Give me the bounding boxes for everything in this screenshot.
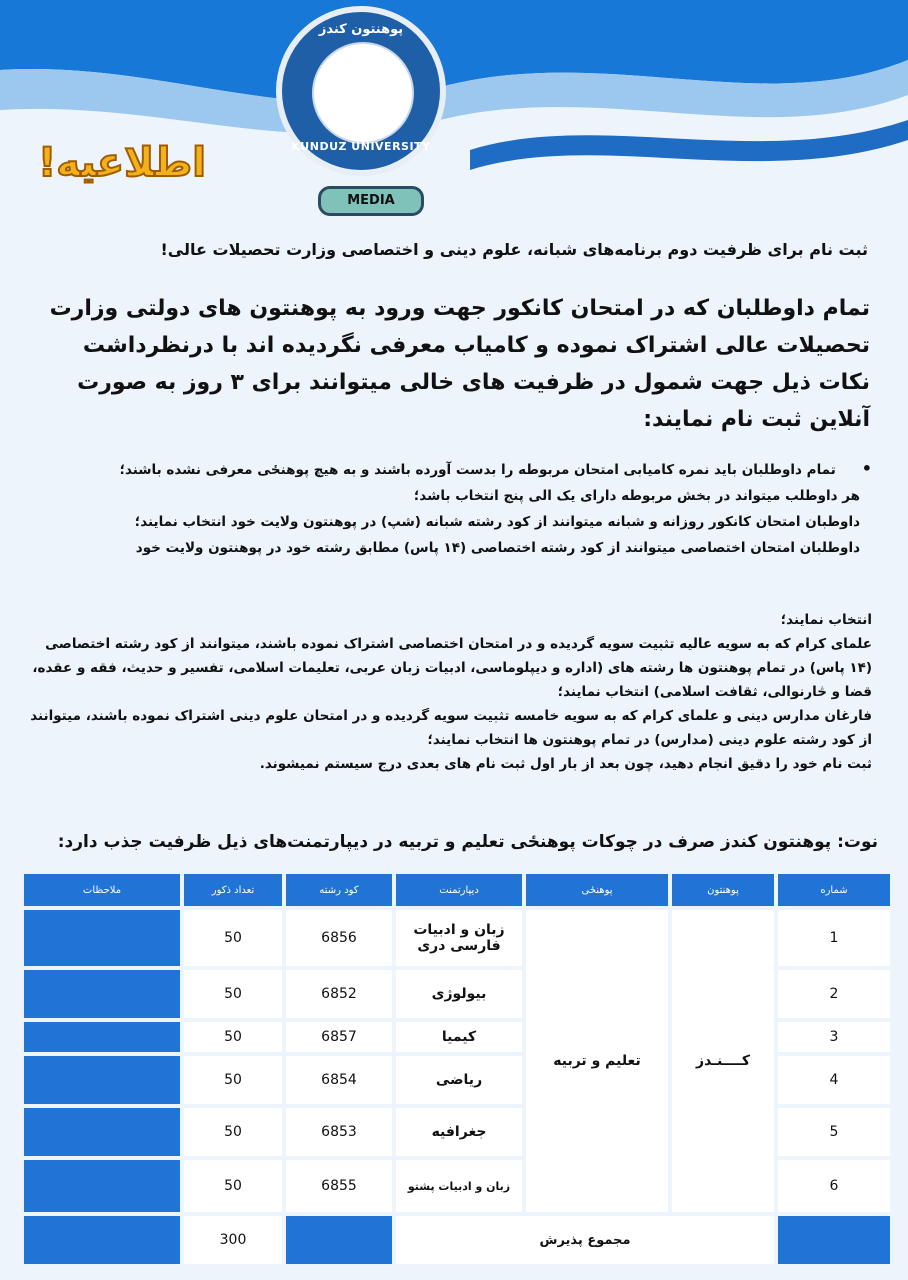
row-number: 6 [778,1160,890,1212]
total-blank-cell [778,1216,890,1264]
header-department: دیپارتمنت [396,874,522,906]
subtitle: ثبت نام برای ظرفیت دوم برنامه‌های شبانه، علوم دینی و اختصاصی وزارت تحصیلات عالی! [160,240,868,259]
header-university: پوهنتون [672,874,774,906]
remarks-cell [24,1056,180,1104]
header-waves [0,0,908,240]
logo-text-persian: پوهنتون کندز [318,22,404,37]
department-cell: جغرافیه [396,1108,522,1156]
condition-6: فارغان مدارس دینی و علمای کرام که به سویه خامسه تثبیت سویه گردیده و در امتحان علوم دینی اشتراک نموده باشند، میتوانند از کود رشته علوم دینی (مدارس) در تمام پوهنتون ها انتخاب نمایند؛ [30,708,872,748]
table-header-row [24,874,890,906]
row-number: 5 [778,1108,890,1156]
code-cell: 6855 [286,1160,392,1212]
code-cell: 6857 [286,1022,392,1052]
total-blank-cell [286,1216,392,1264]
capacity-cell: 50 [184,1160,282,1212]
total-label-cell: مجموع پذیرش [396,1216,774,1264]
header-banner [0,0,908,240]
header-capacity: تعداد ذکور [184,874,282,906]
intro-paragraph: تمام داوطلبان که در امتحان کانکور جهت ورود به پوهنتون های دولتی وزارت تحصیلات عالی اشتراک نموده و کامیاب معرفی نگردیده اند با درنظرداشت نکات ذیل جهت شمول در ظرفیت های خالی میتوانند برای ۳ روز به صورت آنلاین ثبت نام نمایند: [49,296,870,432]
row-number: 4 [778,1056,890,1104]
capacity-cell: 50 [184,1022,282,1052]
header-number: شماره [778,874,890,906]
department-cell: بیولوژی [396,970,522,1018]
capacity-cell: 50 [184,910,282,966]
remarks-cell [24,1108,180,1156]
table-row [24,910,890,966]
announcement-title: اطلاعیه! [38,140,206,186]
remarks-cell [24,1160,180,1212]
note: نوت: پوهنتون کندز صرف در چوکات پوهنځی تعلیم و تربیه در دیپارتمنت‌های ذیل ظرفیت جذب دارد: [57,832,878,852]
faculty-cell: تعلیم و تربیه [526,910,668,1212]
department-cell: زبان و ادبیات پشتو [396,1160,522,1212]
capacity-table [20,870,894,1268]
row-number: 2 [778,970,890,1018]
condition-7: ثبت نام خود را دقیق انجام دهید، چون بعد از بار اول ثبت نام های بعدی درج سیستم نمیشوند. [259,756,872,772]
row-number: 1 [778,910,890,966]
condition-4: داوطلبان امتحان اختصاصی میتوانند از کود رشته اختصاصی (۱۴ پاس) مطابق رشته خود در پوهنتون ولایت خود [135,540,860,556]
condition-3: داوطبان امتحان کانکور روزانه و شبانه میتوانند از کود رشته شبانه (شپ) در پوهنتون ولایت خود انتخاب نمایند؛ [134,514,860,530]
condition-1: • تمام داوطلبان باید نمره کامیابی امتحان مربوطه را بدست آورده باشند و به هیچ پوهنځی معرفی نشده باشند؛ [22,456,872,483]
media-badge: MEDIA [318,186,424,216]
code-cell: 6853 [286,1108,392,1156]
conditions-list-2 [22,608,872,776]
total-value-cell: 300 [184,1216,282,1264]
code-cell: 6852 [286,970,392,1018]
code-cell: 6854 [286,1056,392,1104]
university-logo [276,6,446,176]
condition-2: هر داوطلب میتواند در بخش مربوطه دارای یک الی پنج انتخاب باشد؛ [413,488,860,504]
row-number: 3 [778,1022,890,1052]
header-code: کود رشته [286,874,392,906]
code-cell: 6856 [286,910,392,966]
department-cell: کیمیا [396,1022,522,1052]
remarks-cell [24,910,180,966]
logo-emblem-icon [312,42,414,144]
capacity-cell: 50 [184,970,282,1018]
condition-5: علمای کرام که به سویه عالیه تثبیت سویه گردیده و در امتحان اختصاصی اشتراک نموده باشند، میتوانند از کود رشته اختصاصی (۱۴ پاس) در تمام پوهنتون ها رشته های (اداره و دیپلوماسی، ادبیات زبان عربی، تعلیمات اسلامی، تفسیر و حدیث، فقه و عقده، قضا و څارنوالی، ثقافت اسلامی) انتخاب نمایند؛ [32,636,872,700]
logo-text-english: KUNDUZ UNIVERSITY [291,140,431,153]
condition-4-cont: انتخاب نمایند؛ [780,612,872,628]
university-cell: کــــنـدز [672,910,774,1212]
capacity-cell: 50 [184,1056,282,1104]
conditions-list [22,456,872,561]
department-cell: ریاضی [396,1056,522,1104]
header-remarks: ملاحظات [24,874,180,906]
remarks-cell [24,1022,180,1052]
remarks-cell [24,970,180,1018]
remarks-cell [24,1216,180,1264]
table-total-row [24,1216,890,1264]
header-faculty: پوهنځی [526,874,668,906]
capacity-cell: 50 [184,1108,282,1156]
department-cell: زبان و ادبیات فارسی دری [396,910,522,966]
